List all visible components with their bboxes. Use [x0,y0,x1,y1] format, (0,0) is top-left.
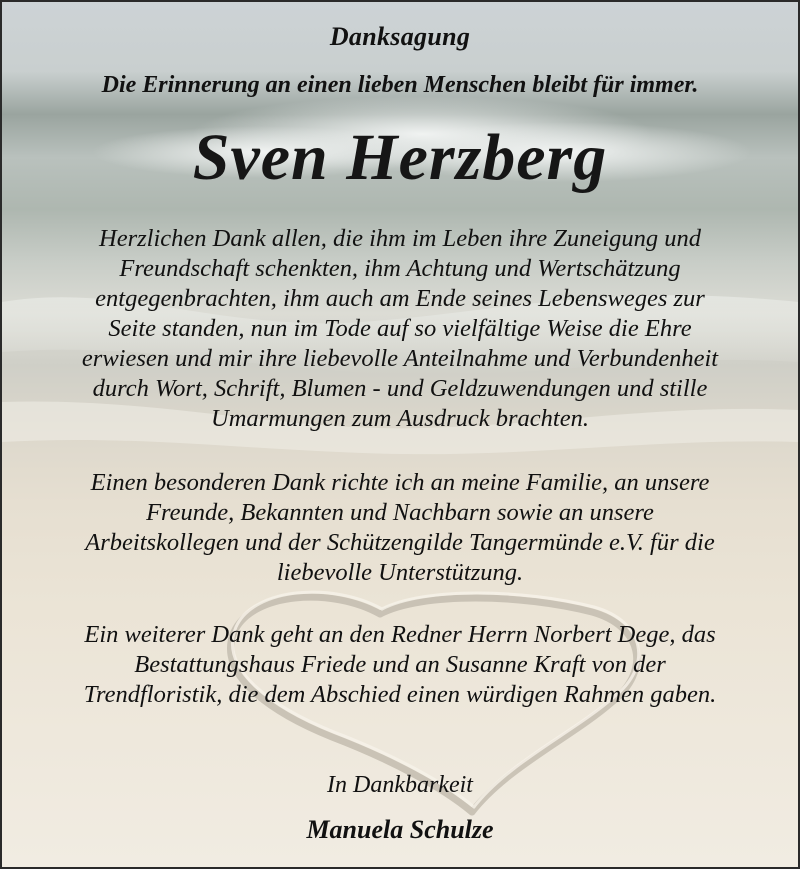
paragraph-line: Trendfloristik, die dem Abschied einen würdigen Rahmen gaben. [83,681,717,708]
paragraph-line: Freunde, Bekannten und Nachbarn sowie an unsere [146,499,654,526]
signer-name: Manuela Schulze [306,815,494,844]
notice-heading: Danksagung [329,22,471,51]
thanks-paragraph-2 [2,468,798,588]
paragraph-line: Ein weiterer Dank geht an den Redner Herrn Norbert Dege, das [84,621,716,648]
notice-motto: Die Erinnerung an einen lieben Menschen bleibt für immer. [101,72,699,98]
paragraph-line: Bestattungshaus Friede und an Susanne Kraft von der [134,651,666,678]
paragraph-line: Seite standen, nun im Tode auf so vielfältige Weise die Ehre [108,315,692,342]
paragraph-line: erwiesen und mir ihre liebevolle Anteilnahme und Verbundenheit [81,345,719,372]
paragraph-line: liebevolle Unterstützung. [276,559,524,586]
paragraph-line: Einen besonderen Dank richte ich an meine Familie, an unsere [90,469,710,496]
paragraph-line: Freundschaft schenkten, ihm Achtung und Wertschätzung [119,255,681,282]
deceased-name: Sven Herzberg [192,121,608,194]
notice-content [2,2,798,867]
paragraph-line: durch Wort, Schrift, Blumen - und Geldzuwendungen und stille [92,375,708,402]
closing-phrase: In Dankbarkeit [327,772,473,798]
paragraph-line: Umarmungen zum Ausdruck brachten. [211,405,589,432]
paragraph-line: Herzlichen Dank allen, die ihm im Leben ihre Zuneigung und [99,225,701,252]
thanks-paragraph-3 [2,620,798,710]
paragraph-line: Arbeitskollegen und der Schützengilde Tangermünde e.V. für die [85,529,715,556]
thanks-paragraph-1 [2,224,798,434]
paragraph-line: entgegenbrachten, ihm auch am Ende seines Lebensweges zur [95,285,705,312]
